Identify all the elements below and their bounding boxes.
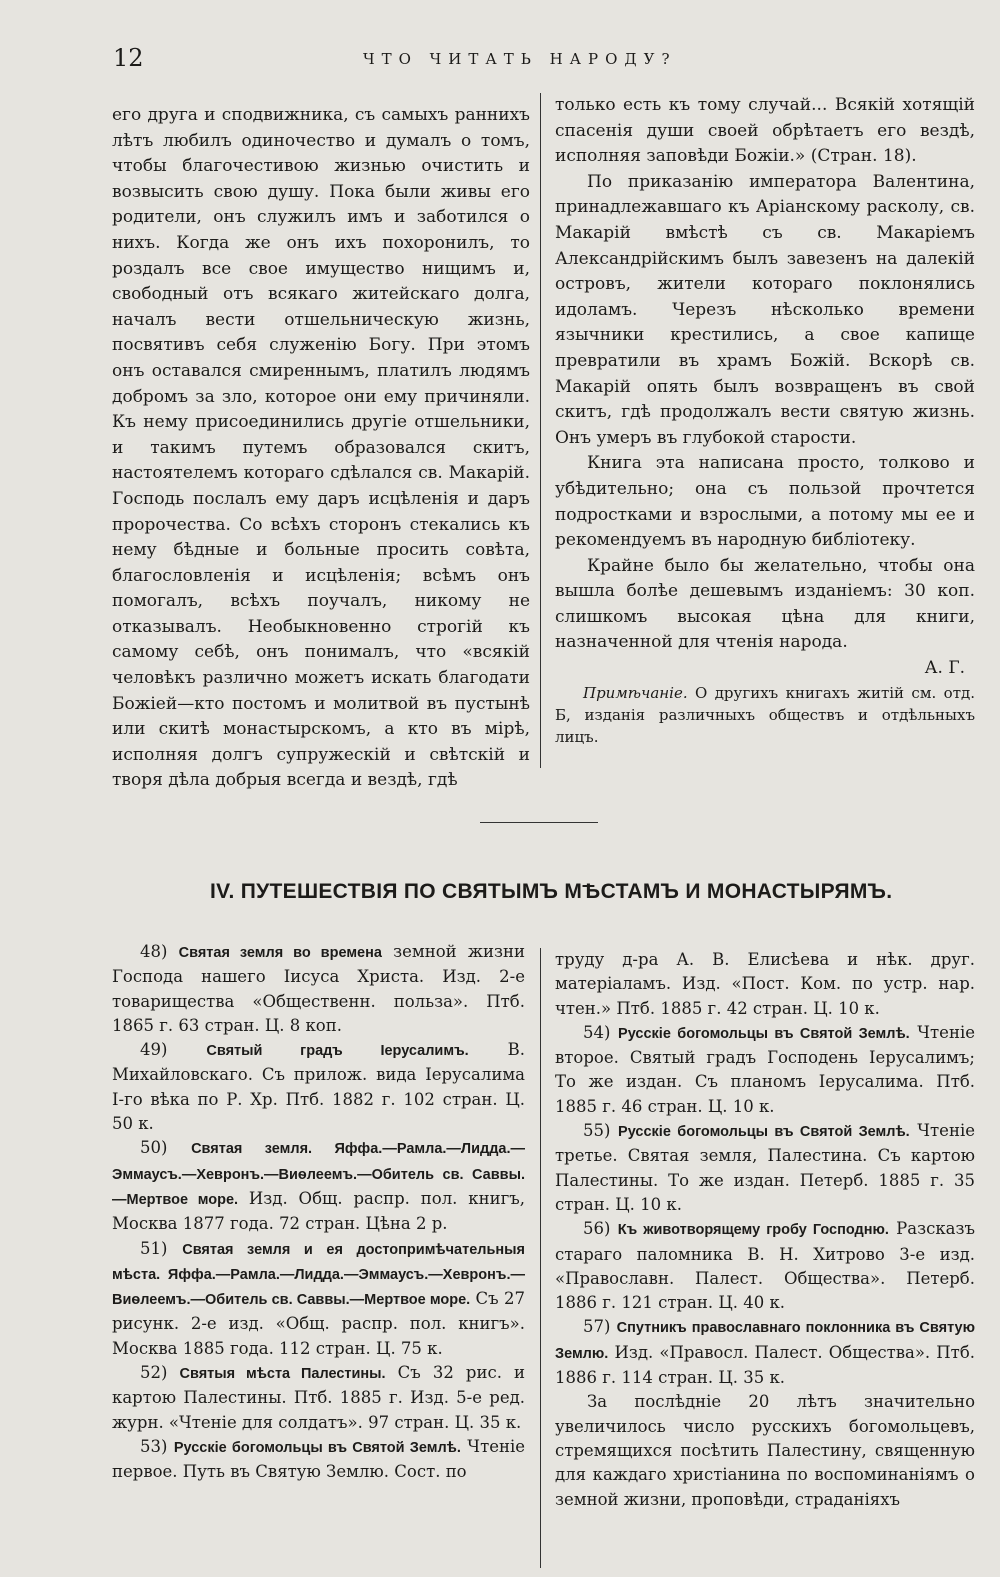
entry-details: Разсказъ стараго паломника В. Н. Хитрово 3-е изд. «Православн. Палест. Общества». Петерб. 1886 г. 121 стран. Ц. 40 к. [555, 1219, 975, 1313]
entry-title: Русскіе богомольцы въ Святой Землѣ. [618, 1025, 910, 1042]
entry-title: Русскіе богомольцы въ Святой Землѣ. [618, 1124, 910, 1141]
column-divider [540, 948, 541, 1568]
bottom-right-column [555, 948, 975, 1512]
running-title: ЧТО ЧИТАТЬ НАРОДУ? [363, 50, 677, 68]
entry-details: Чтеніе второе. Святый градъ Господень Іерусалимъ; То же издан. Съ планомъ Іерусалима. Птб. 1885 г. 46 стран. Ц. 10 к. [555, 1022, 975, 1116]
entry-number: 48) [140, 942, 168, 961]
entry-number: 56) [583, 1219, 611, 1239]
body-paragraph: По приказанію императора Валентина, принадлежавшаго къ Аріанскому расколу, св. Макарій вмѣстѣ съ св. Макаріемъ Александрійскимъ былъ завезенъ на далекій островъ, жители котораго поклонялись идоламъ. Черезъ нѣсколько времени язычники крестились, а свое капище превратили въ храмъ Божій. Вскорѣ св. Макарій опять былъ возвращенъ въ свой скитъ, гдѣ продолжалъ вести святую жизнь. Онъ умеръ въ глубокой старости. [555, 171, 975, 448]
bibliography-entry [112, 1038, 525, 1136]
entry-details: Изд. Общ. распр. пол. книгъ, Москва 1877 года. 72 стран. Цѣна 2 р. [112, 1188, 525, 1234]
bibliography-entry [112, 1136, 525, 1236]
footnote [555, 682, 975, 748]
entry-title: Русскіе богомольцы въ Святой Землѣ. [173, 1439, 461, 1456]
bibliography-entry [555, 1315, 975, 1390]
bibliography-entry [112, 1435, 525, 1485]
entry-number: 52) [140, 1363, 168, 1383]
section-separator [480, 822, 598, 823]
entry-title: Святыя мѣста Палестины. [179, 1366, 386, 1383]
body-paragraph: только есть къ тому случай... Всякій хотящій спасенія души своей обрѣтаетъ его вездѣ, исполняя заповѣди Божіи.» (Стран. 18). [555, 95, 975, 167]
entry-title: Святая земля и ея достопримѣчательныя мѣста. Яффа.—Рамла.—Лидда.—Эммаусъ.—Хевронъ.—Виѳлеемъ.—Обитель св. Саввы.—Мертвое море. [112, 1241, 525, 1309]
entry-number: 54) [583, 1022, 611, 1042]
entry-number: 53) [140, 1436, 168, 1456]
bibliography-entry [112, 940, 525, 1038]
entry-title: Святая земля во времена [178, 945, 382, 961]
entry-title: Святый градъ Іерусалимъ. [206, 1043, 469, 1060]
footnote-text: О другихъ книгахъ житій см. отд. Б, изданія различныхъ обществъ и отдѣльныхъ лицъ. [555, 683, 975, 746]
page-header [113, 44, 713, 80]
entry-title: Спутникъ православнаго поклонника въ Святую Землю. [555, 1320, 975, 1362]
entry-title: Святая земля. Яффа.—Рамла.—Лидда.—Эммаусъ.—Хевронъ.—Виѳлеемъ.—Обитель св. Саввы.—Мертвое море. [112, 1141, 525, 1208]
entry-details: Чтеніе первое. Путь въ Святую Землю. Сост. по [112, 1436, 525, 1482]
bibliography-entry-continued [555, 948, 975, 1021]
bibliography-entry [112, 1237, 525, 1361]
entry-details: земной жизни Господа нашего Іисуса Христа. Изд. 2-е товарищества «Общественн. польза». Птб. 1865 г. 63 стран. Ц. 8 коп. [112, 942, 525, 1035]
entry-details: В. Михайловскаго. Съ прилож. вида Іерусалима I-го вѣка по Р. Хр. Птб. 1882 г. 102 стран. Ц. 50 к. [112, 1040, 525, 1134]
body-paragraph: За послѣдніе 20 лѣтъ значительно увеличилось число русскихъ богомольцевъ, стремящихся посѣтить Палестину, священную для каждаго христіанина по воспоминаніямъ о земной жизни, проповѣди, страданіяхъ [555, 1392, 975, 1509]
review-signature: А. Г. [924, 658, 965, 679]
bibliography-entry [555, 1217, 975, 1315]
column-divider [540, 93, 541, 768]
body-paragraph: Книга эта написана просто, толково и убѣдительно; она съ пользой прочтется подростками и взрослыми, а потому мы ее и рекомендуемъ въ народную библіотеку. [555, 453, 975, 551]
bibliography-entry [112, 1361, 525, 1435]
entry-details: Съ 32 рис. и картою Палестины. Птб. 1885 г. Изд. 5-е ред. журн. «Чтеніе для солдатъ». 97 стран. Ц. 35 к. [112, 1363, 526, 1432]
body-paragraph: его друга и сподвижника, съ самыхъ раннихъ лѣтъ любилъ одиночество и думалъ о томъ, чтобы благочестивою жизнью очистить и возвысить свою душу. Пока были живы его родители, онъ служилъ имъ и заботился о нихъ. Когда же онъ ихъ похоронилъ, то роздалъ все свое имущество нищимъ и, свободный отъ всякаго житейскаго долга, началъ вести отшельническую жизнь, посвятивъ себя служенію Богу. При этомъ онъ оставался смиреннымъ, платилъ людямъ добромъ за зло, которое они ему причиняли. Къ нему присоединились другіе отшельники, и такимъ путемъ образовался скитъ, настоятелемъ котораго сдѣлался св. Макарій. Господь послалъ ему даръ исцѣленія и даръ пророчества. Со всѣхъ сторонъ стекались къ нему бѣдные и больные просить совѣта, благословленія и исцѣленія; всѣмъ онъ помогалъ, всѣхъ поучалъ, никому не отказывалъ. Необыкновенно строгій къ самому себѣ, онъ понималъ, что «всякій человѣкъ различно можетъ искать благодати Божіей—кто постомъ и молитвой въ пустынѣ или скитѣ монастырскомъ, а кто въ мірѣ, исполняя долгъ супружескій и свѣтскій и творя дѣла добрыя всегда и вездѣ, гдѣ [112, 105, 530, 791]
entry-number: 49) [140, 1040, 168, 1060]
entry-number: 55) [583, 1121, 611, 1141]
entry-title: Къ животворящему гробу Господню. [617, 1222, 889, 1239]
entry-number: 50) [140, 1138, 168, 1158]
entry-number: 57) [583, 1317, 611, 1337]
bibliography-entry [555, 1021, 975, 1119]
bibliography-entry [555, 1119, 975, 1217]
top-right-column [555, 93, 975, 748]
top-left-column [112, 103, 530, 794]
body-paragraph: Крайне было бы желательно, чтобы она вышла болѣе дешевымъ изданіемъ: 30 коп. слишкомъ высокая цѣна для книги, назначенной для чтенія народа. [555, 555, 975, 653]
entry-details: Чтеніе третье. Святая земля, Палестина. Съ картою Палестины. То же издан. Петерб. 1885 г. 35 стран. Ц. 10 к. [555, 1121, 975, 1214]
entry-details: Съ 27 рисунк. 2-е изд. «Общ. распр. пол. книгъ». Москва 1885 года. 112 стран. Ц. 75 к. [112, 1289, 526, 1358]
page-number: 12 [113, 44, 144, 72]
entry-number: 51) [140, 1238, 168, 1258]
section-heading: IV. ПУТЕШЕСТВІЯ ПО СВЯТЫМЪ МѢСТАМЪ И МОНАСТЫРЯМЪ. [210, 880, 893, 903]
entry-details: труду д-ра А. В. Елисѣева и нѣк. друг. матеріаламъ. Изд. «Пост. Ком. по устр. нар. чтен.» Птб. 1885 г. 42 стран. Ц. 10 к. [555, 950, 975, 1018]
entry-details: Изд. «Правосл. Палест. Общества». Птб. 1886 г. 114 стран. Ц. 35 к. [555, 1342, 975, 1388]
bottom-left-column [112, 940, 525, 1485]
footnote-label: Примѣчаніе. [583, 683, 688, 702]
